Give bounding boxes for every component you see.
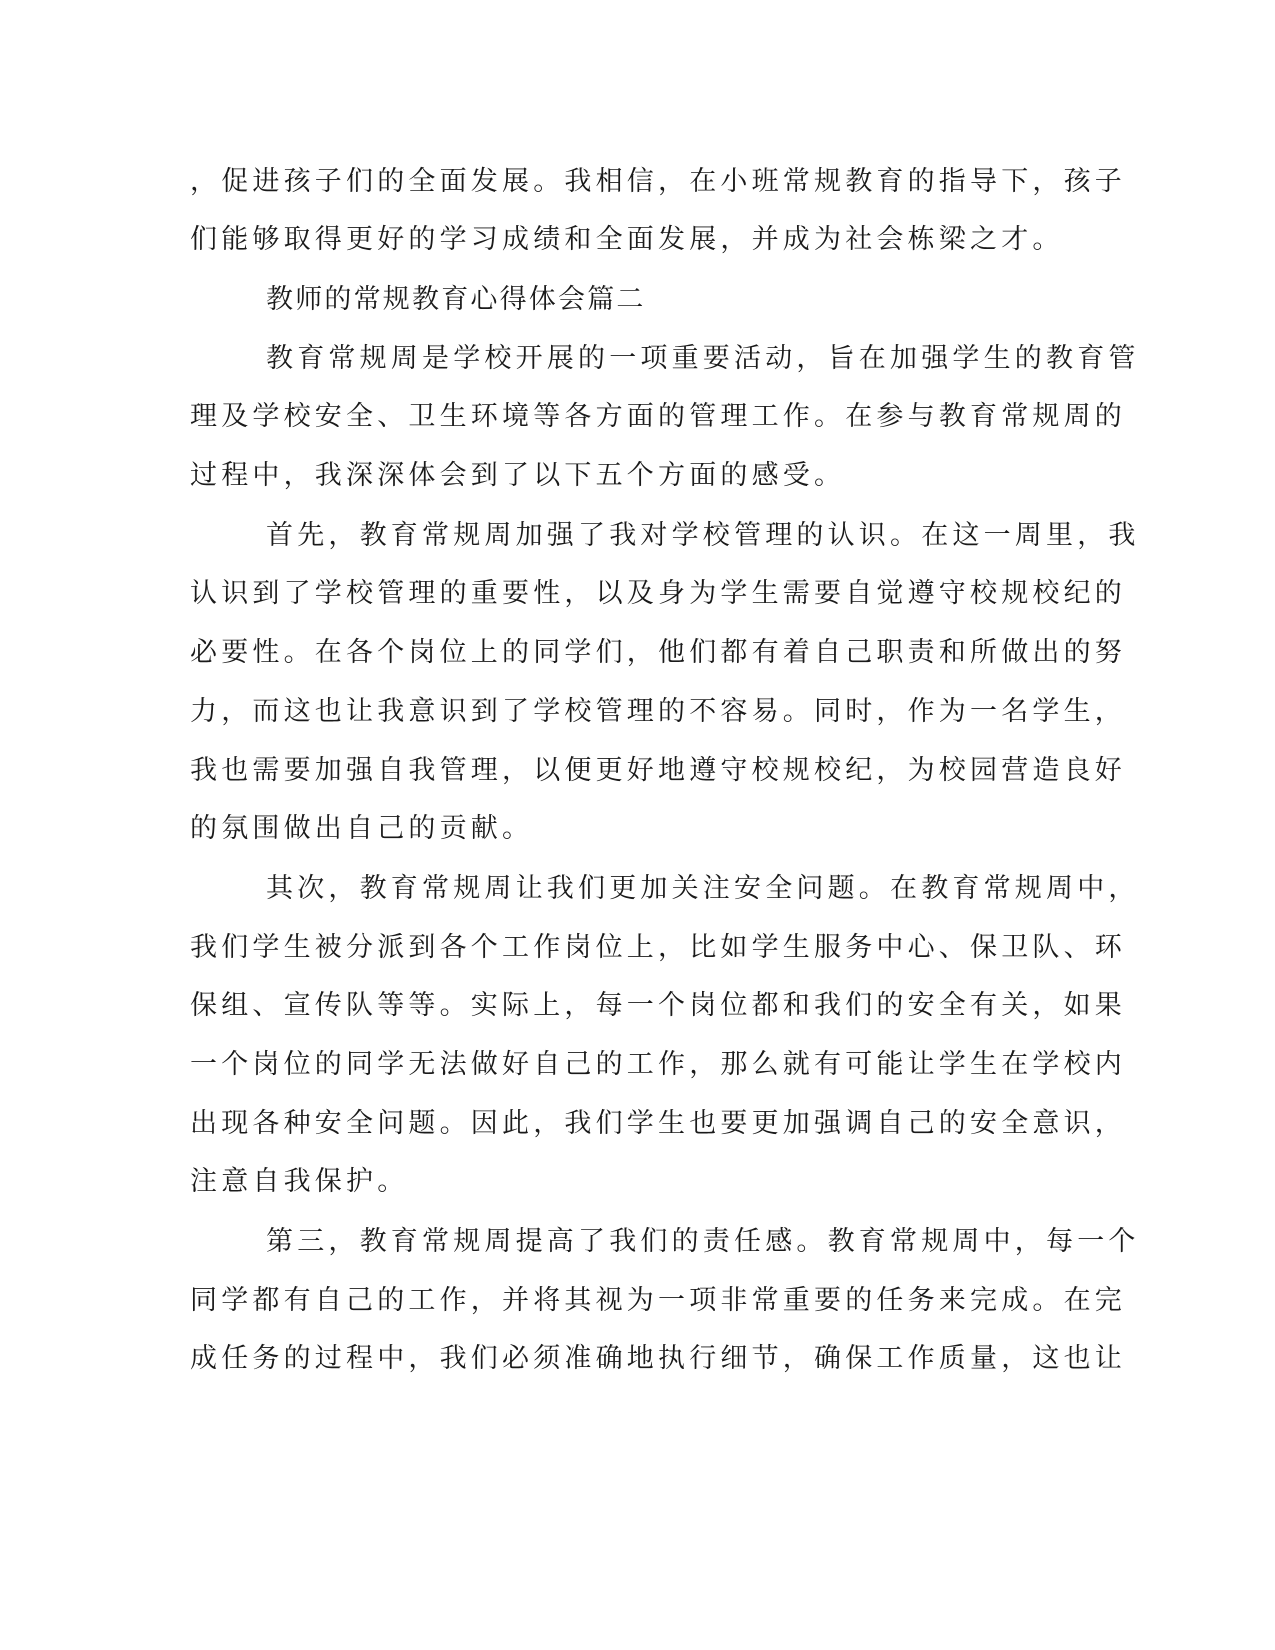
paragraph-first-line: 首先，教育常规周加强了我对学校管理的认识。在这一周里，我 <box>266 520 1140 551</box>
paragraph-first-line: 教育常规周是学校开展的一项重要活动，旨在加强学生的教育管 <box>266 343 1140 374</box>
body-text-line: 过程中，我深深体会到了以下五个方面的感受。 <box>190 460 846 491</box>
body-text-line: 我们学生被分派到各个工作岗位上，比如学生服务中心、保卫队、环 <box>190 932 1126 963</box>
body-text-line: 力，而这也让我意识到了学校管理的不容易。同时，作为一名学生， <box>190 696 1126 727</box>
body-text-line: 理及学校安全、卫生环境等各方面的管理工作。在参与教育常规周的 <box>190 401 1126 432</box>
body-text-line: 认识到了学校管理的重要性，以及身为学生需要自觉遵守校规校纪的 <box>190 578 1126 609</box>
body-text-line: 出现各种安全问题。因此，我们学生也要更加强调自己的安全意识， <box>190 1108 1126 1139</box>
body-text-line: 注意自我保护。 <box>190 1166 409 1197</box>
body-text-line: 成任务的过程中，我们必须准确地执行细节，确保工作质量，这也让 <box>190 1343 1126 1374</box>
body-text-line: ，促进孩子们的全面发展。我相信，在小班常规教育的指导下，孩子 <box>190 166 1126 197</box>
section-heading: 教师的常规教育心得体会篇二 <box>266 284 646 315</box>
body-text-line: 们能够取得更好的学习成绩和全面发展，并成为社会栋梁之才。 <box>190 224 1064 255</box>
body-text-line: 一个岗位的同学无法做好自己的工作，那么就有可能让学生在学校内 <box>190 1049 1126 1080</box>
body-text-line: 必要性。在各个岗位上的同学们，他们都有着自己职责和所做出的努 <box>190 637 1126 668</box>
body-text-line: 的氛围做出自己的贡献。 <box>190 813 534 844</box>
paragraph-first-line: 其次，教育常规周让我们更加关注安全问题。在教育常规周中， <box>266 873 1140 904</box>
paragraph-first-line: 第三，教育常规周提高了我们的责任感。教育常规周中，每一个 <box>266 1226 1140 1257</box>
body-text-line: 保组、宣传队等等。实际上，每一个岗位都和我们的安全有关，如果 <box>190 990 1126 1021</box>
body-text-line: 我也需要加强自我管理，以便更好地遵守校规校纪，为校园营造良好 <box>190 755 1126 786</box>
body-text-line: 同学都有自己的工作，并将其视为一项非常重要的任务来完成。在完 <box>190 1285 1126 1316</box>
